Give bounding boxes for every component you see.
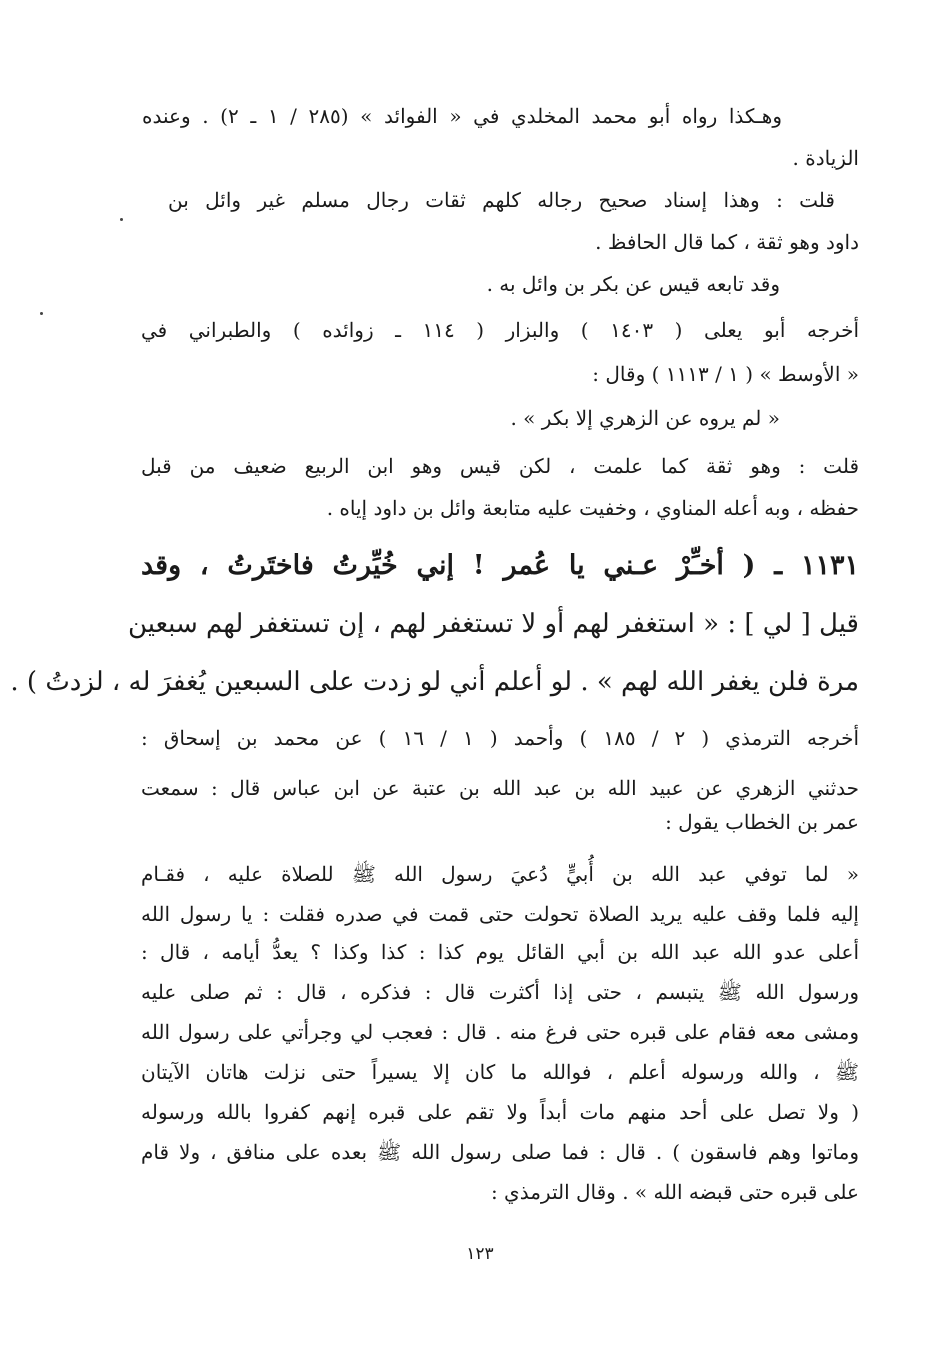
text-line: « لم يروه عن الزهري إلا بكر » . [510, 406, 780, 430]
page-number: ١٢٣ [466, 1244, 494, 1264]
text-line: قلت : وهو ثقة كما علمت ، لكن قيس وهو ابن الربيع ضعيف من قبل [141, 454, 859, 478]
quote-line: ﷺ ، والله ورسوله أعلم ، فوالله ما كان إلا يسيراً حتى نزلت هاتان الآيتان [141, 1060, 859, 1084]
scan-speck [40, 312, 43, 315]
hadith-text-line: مرة فلن يغفر الله لهم » . لو أعلم أني لو زدت على السبعين يُغفرَ له ، لزدتُ ) . [10, 667, 859, 697]
text-line: وهـكذا رواه أبو محمد المخلدي في « الفوائد » (٢٨٥ / ١ ـ ٢) . وعنده [142, 104, 782, 128]
scan-speck [120, 218, 123, 221]
quote-line: ومشى معه فقام على قبره حتى فرغ منه . قال : فعجب لي وجرأتي على رسول الله [141, 1020, 859, 1044]
text-line: أخرجه أبو يعلى ( ١٤٠٣ ) والبزار ( ١١٤ ـ زوائده ) والطبراني في [141, 318, 859, 342]
quote-line: إليه فلما وقف عليه يريد الصلاة تحولت حتى قمت في صدره فقلت : يا رسول الله [141, 902, 859, 926]
text-line: وقد تابعه قيس عن بكر بن وائل به . [486, 272, 780, 296]
text-line: « الأوسط » ( ١ / ١١١٣ ) وقال : [592, 362, 859, 386]
quote-line: أعلى عدو الله عبد الله بن أبي القائل يوم كذا : كذا وكذا ؟ يعدُّ أيامه ، قال : [141, 940, 859, 964]
text-line: الزيادة . [792, 146, 859, 170]
quote-line: ورسول الله ﷺ يتبسم ، حتى إذا أكثرت قال : فذكره ، قال : ثم صلى عليه [141, 980, 859, 1004]
quote-line: ( ولا تصل على أحد منهم مات أبداً ولا تقم على قبره إنهم كفروا بالله ورسوله [141, 1100, 859, 1124]
quote-line: « لما توفي عبد الله بن أُبيٍّ دُعيَ رسول الله ﷺ للصلاة عليه ، فقـام [141, 862, 859, 886]
takhrij-line: حدثني الزهري عن عبيد الله بن عبد الله بن عتبة عن ابن عباس قال : سمعت [141, 776, 859, 800]
takhrij-line: عمر بن الخطاب يقول : [665, 810, 859, 834]
takhrij-line: أخرجه الترمذي ( ٢ / ١٨٥ ) وأحمد ( ١ / ١٦ ) عن محمد بن إسحاق : [141, 726, 860, 750]
hadith-number-line: ١١٣١ ـ ( أخـِّرْ عـني يا عُمر ! إني خُيِّرتُ فاختَرتُ ، وقد [141, 550, 859, 581]
text-line: داود وهو ثقة ، كما قال الحافظ . [595, 230, 859, 254]
text-line: قلت : وهذا إسناد صحيح رجاله كلهم ثقات رجال مسلم غير وائل بن [168, 188, 835, 212]
quote-line: على قبره حتى قبضه الله » . وقال الترمذي : [490, 1180, 859, 1204]
hadith-text-line: قيل [ لي ] : « استغفر لهم أو لا تستغفر لهم ، إن تستغفر لهم سبعين [127, 609, 859, 639]
quote-line: وماتوا وهم فاسقون ) . قال : فما صلى رسول الله ﷺ بعده على منافق ، ولا قام [141, 1140, 859, 1164]
text-line: حفظه ، وبه أعله المناوي ، وخفيت عليه متابعة وائل بن داود إياه . [326, 496, 859, 520]
